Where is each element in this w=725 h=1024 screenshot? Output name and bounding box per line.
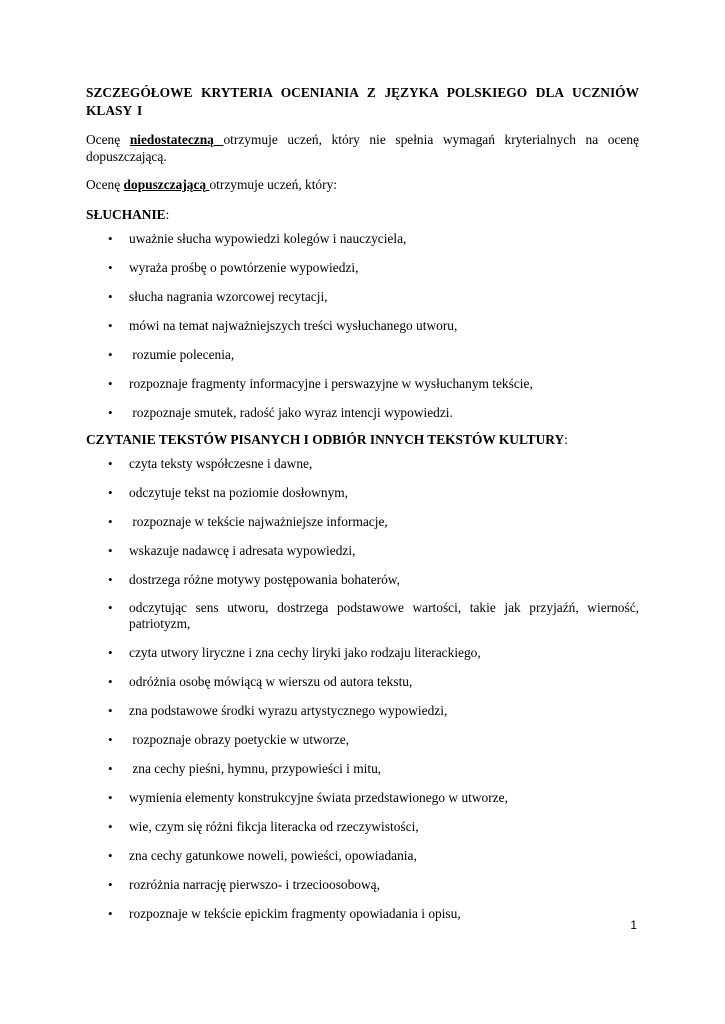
list-item <box>86 731 639 748</box>
bullet-icon: • <box>108 456 113 471</box>
paragraph-lead: Ocenę <box>86 177 124 192</box>
bullet-icon: • <box>108 485 113 500</box>
grade-sufficient-paragraph <box>86 176 639 193</box>
list-item-text: słucha nagrania wzorcowej recytacji, <box>129 289 328 304</box>
bullet-icon: • <box>108 819 113 834</box>
reading-criteria-list <box>86 455 639 922</box>
list-item <box>86 288 639 305</box>
list-item <box>86 484 639 501</box>
bullet-icon: • <box>108 600 113 615</box>
bullet-icon: • <box>108 645 113 660</box>
bullet-icon: • <box>108 906 113 921</box>
section-heading-colon: : <box>564 432 568 447</box>
bullet-icon: • <box>108 376 113 391</box>
list-item-text: wskazuje nadawcę i adresata wypowiedzi, <box>129 543 356 558</box>
grade-name-insufficient: niedostateczną <box>129 132 224 147</box>
list-item <box>86 571 639 588</box>
bullet-icon: • <box>108 543 113 558</box>
bullet-icon: • <box>108 674 113 689</box>
list-item-text: zna cechy gatunkowe noweli, powieści, opowiadania, <box>129 848 417 863</box>
list-item <box>86 876 639 893</box>
section-heading-text: CZYTANIE TEKSTÓW PISANYCH I ODBIÓR INNYCH TEKSTÓW KULTURY <box>86 432 565 447</box>
list-item <box>86 375 639 392</box>
bullet-icon: • <box>108 572 113 587</box>
bullet-icon: • <box>108 405 113 420</box>
list-item-text: rozróżnia narrację pierwszo- i trzecioosobową, <box>129 877 380 892</box>
list-item <box>86 847 639 864</box>
list-item-text: odróżnia osobę mówiącą w wierszu od autora tekstu, <box>129 674 413 689</box>
list-item <box>86 673 639 690</box>
list-item-text: odczytuje tekst na poziomie dosłownym, <box>129 485 349 500</box>
list-item-text: rozpoznaje fragmenty informacyjne i perswazyjne w wysłuchanym tekście, <box>129 376 533 391</box>
list-item-text: zna podstawowe środki wyrazu artystycznego wypowiedzi, <box>129 703 448 718</box>
paragraph-text: otrzymuje uczeń, który nie spełnia wymagań kryterialnych na ocenę dopuszczającą. <box>86 132 640 164</box>
list-item-text: odczytując sens utworu, dostrzega podstawowe wartości, takie jak przyjaźń, wierność, patriotyzm, <box>129 600 639 631</box>
list-item-text: wyraża prośbę o powtórzenie wypowiedzi, <box>129 260 359 275</box>
list-item <box>86 542 639 559</box>
list-item-text: rozpoznaje w tekście epickim fragmenty opowiadania i opisu, <box>129 906 461 921</box>
bullet-icon: • <box>108 761 113 776</box>
list-item-text: rozpoznaje smutek, radość jako wyraz intencji wypowiedzi. <box>129 405 453 420</box>
bullet-icon: • <box>108 877 113 892</box>
list-item <box>86 789 639 806</box>
list-item <box>86 905 639 922</box>
section-heading-text: SŁUCHANIE <box>86 207 166 222</box>
bullet-icon: • <box>108 848 113 863</box>
list-item <box>86 404 639 421</box>
bullet-icon: • <box>108 347 113 362</box>
list-item-text: dostrzega różne motywy postępowania bohaterów, <box>129 572 400 587</box>
list-item <box>86 346 639 363</box>
grade-insufficient-paragraph <box>86 131 639 165</box>
paragraph-text: otrzymuje uczeń, który: <box>209 177 338 192</box>
list-item-text: uważnie słucha wypowiedzi kolegów i nauczyciela, <box>129 231 407 246</box>
list-item <box>86 455 639 472</box>
bullet-icon: • <box>108 260 113 275</box>
listening-criteria-list <box>86 230 639 421</box>
list-item-text: mówi na temat najważniejszych treści wysłuchanego utworu, <box>129 318 458 333</box>
list-item <box>86 760 639 777</box>
grade-name-sufficient: dopuszczającą <box>123 177 210 192</box>
section-heading-colon: : <box>165 207 170 222</box>
list-item <box>86 644 639 661</box>
document-title: SZCZEGÓŁOWE KRYTERIA OCENIANIA Z JĘZYKA POLSKIEGO DLA UCZNIÓW KLASY I <box>86 85 639 118</box>
list-item <box>86 230 639 247</box>
list-item-text: wie, czym się różni fikcja literacka od rzeczywistości, <box>129 819 419 834</box>
list-item <box>86 513 639 530</box>
bullet-icon: • <box>108 318 113 333</box>
bullet-icon: • <box>108 732 113 747</box>
document-body <box>86 84 639 934</box>
list-item-text: rozumie polecenia, <box>129 347 235 362</box>
list-item <box>86 600 639 632</box>
list-item <box>86 259 639 276</box>
page-number: 1 <box>630 918 637 932</box>
bullet-icon: • <box>108 514 113 529</box>
section-heading-reading <box>86 431 639 448</box>
paragraph-lead: Ocenę <box>86 132 130 147</box>
section-heading-listening <box>86 206 639 223</box>
list-item-text: czyta utwory liryczne i zna cechy liryki jako rodzaju literackiego, <box>129 645 481 660</box>
list-item-text: czyta teksty współczesne i dawne, <box>129 456 313 471</box>
list-item <box>86 702 639 719</box>
bullet-icon: • <box>108 231 113 246</box>
list-item-text: rozpoznaje w tekście najważniejsze informacje, <box>129 514 388 529</box>
bullet-icon: • <box>108 790 113 805</box>
list-item <box>86 818 639 835</box>
list-item <box>86 317 639 334</box>
list-item-text: rozpoznaje obrazy poetyckie w utworze, <box>129 732 350 747</box>
bullet-icon: • <box>108 703 113 718</box>
bullet-icon: • <box>108 289 113 304</box>
list-item-text: zna cechy pieśni, hymnu, przypowieści i mitu, <box>129 761 382 776</box>
list-item-text: wymienia elementy konstrukcyjne świata przedstawionego w utworze, <box>129 790 508 805</box>
